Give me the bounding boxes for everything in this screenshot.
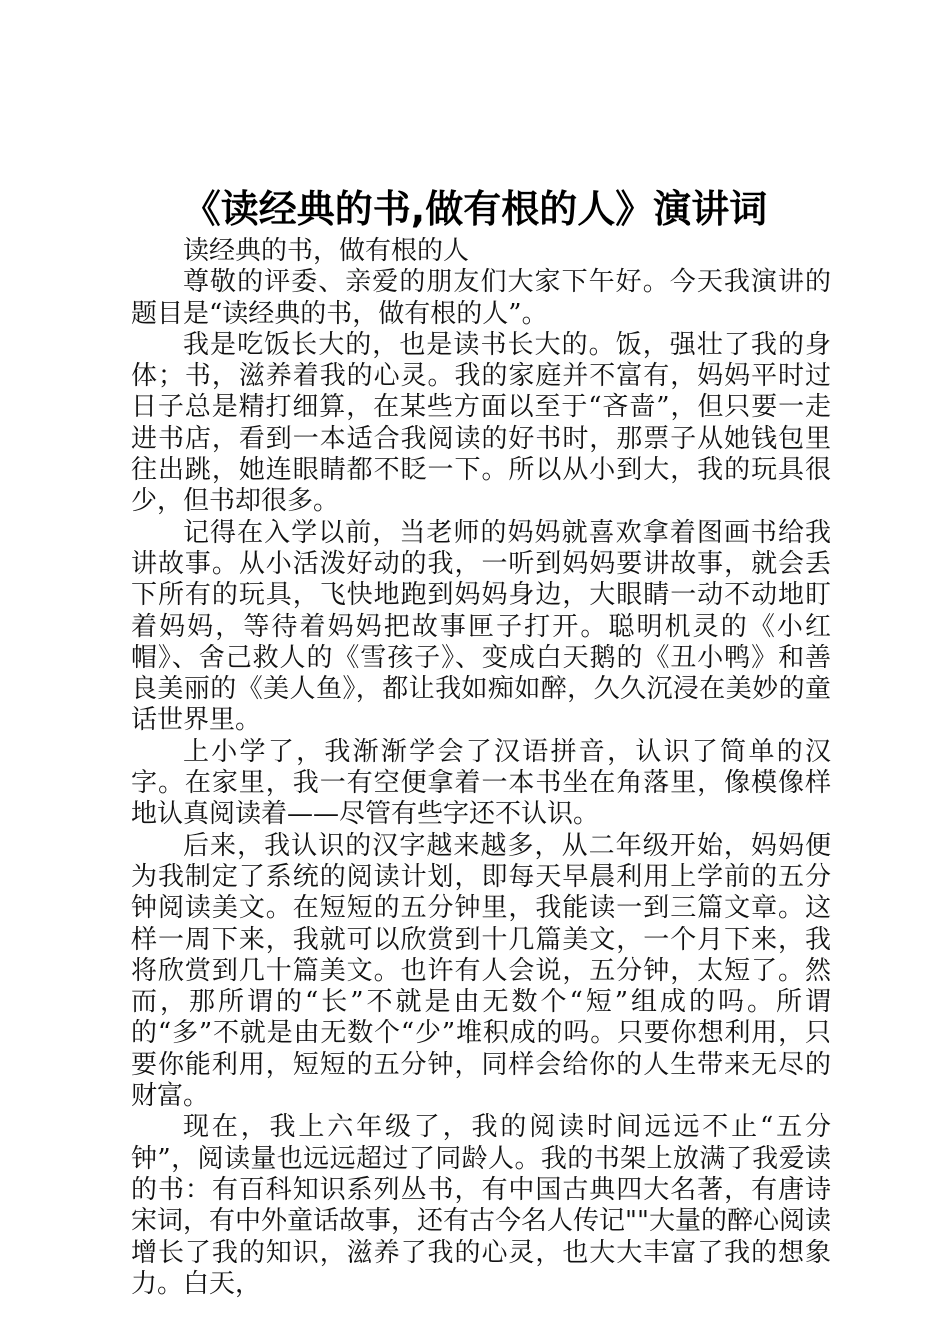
- paragraph: 记得在入学以前，当老师的妈妈就喜欢拿着图画书给我讲故事。从小活泼好动的我，一听到妈妈要讲故事，就会丢下所有的玩具，飞快地跑到妈妈身边，大眼睛一动不动地盯着妈妈，等待着妈妈把故事匣子打开。聪明机灵的《小红帽》、舍己救人的《雪孩子》、变成白天鹅的《丑小鸭》和善良美丽的《美人鱼》，都让我如痴如醉，久久沉浸在美妙的童话世界里。: [131, 517, 831, 736]
- document-body: [131, 236, 831, 1300]
- paragraph: 后来，我认识的汉字越来越多，从二年级开始，妈妈便为我制定了系统的阅读计划，即每天早晨利用上学前的五分钟阅读美文。在短短的五分钟里，我能读一到三篇文章。这样一周下来，我就可以欣赏到十几篇美文，一个月下来，我将欣赏到几十篇美文。也许有人会说，五分钟，太短了。然而，那所谓的“长”不就是由无数个“短”组成的吗。所谓的“多”不就是由无数个“少”堆积成的吗。只要你想利用，只要你能利用，短短的五分钟，同样会给你的人生带来无尽的财富。: [131, 830, 831, 1112]
- paragraph: 上小学了，我渐渐学会了汉语拼音，认识了简单的汉字。在家里，我一有空便拿着一本书坐在角落里，像模像样地认真阅读着——尽管有些字还不认识。: [131, 736, 831, 830]
- paragraph-subtitle: 读经典的书，做有根的人: [183, 236, 470, 266]
- paragraph: 尊敬的评委、亲爱的朋友们大家下午好。今天我演讲的题目是“读经典的书，做有根的人”。: [131, 267, 831, 329]
- paragraph: 现在，我上六年级了，我的阅读时间远远不止“五分钟”，阅读量也远远超过了同龄人。我的书架上放满了我爱读的书：有百科知识系列丛书，有中国古典四大名著，有唐诗宋词，有中外童话故事，还有古今名人传记""大量的醉心阅读增长了我的知识，滋养了我的心灵，也大大丰富了我的想象力。白天，: [131, 1112, 831, 1299]
- paragraph: 我是吃饭长大的，也是读书长大的。饭，强壮了我的身体；书，滋养着我的心灵。我的家庭并不富有，妈妈平时过日子总是精打细算，在某些方面以至于“吝啬”，但只要一走进书店，看到一本适合我阅读的好书时，那票子从她钱包里往出跳，她连眼睛都不眨一下。所以从小到大，我的玩具很少，但书却很多。: [131, 329, 831, 517]
- document-title: 《读经典的书,做有根的人》演讲词: [182, 187, 768, 231]
